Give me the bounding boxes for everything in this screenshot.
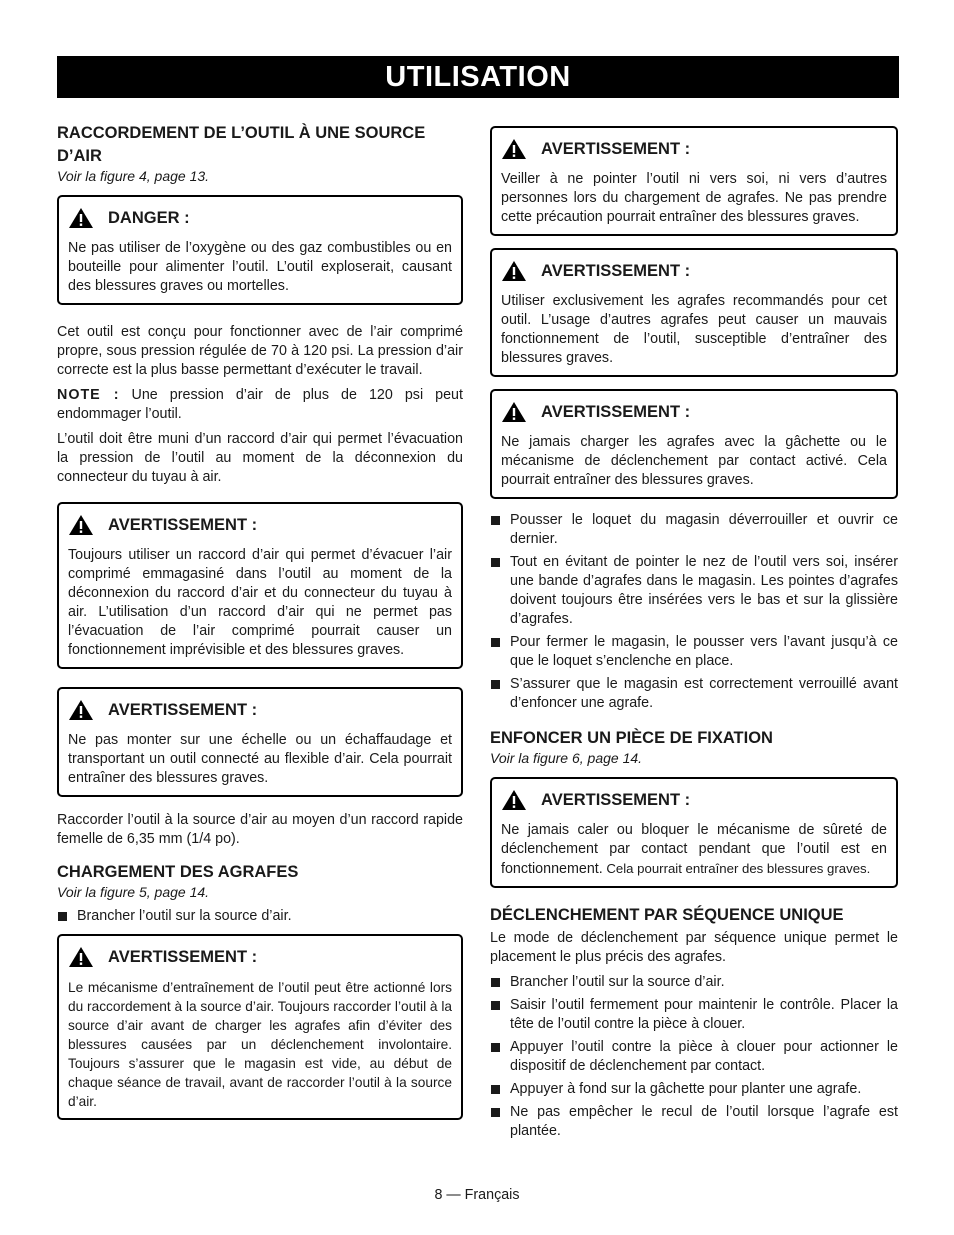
section-title-air-connection: RACCORDEMENT DE L’OUTIL À UNE SOURCE D’AIR (57, 124, 426, 165)
warning-box-pointing (490, 126, 898, 236)
paragraph-single-sequence: Le mode de déclenchement par séquence unique permet le placement le plus précis des agrafes. (490, 930, 898, 965)
banner-title: UTILISATION (385, 61, 571, 93)
warning-label: AVERTISSEMENT : (541, 140, 691, 158)
paragraph-quick-coupler: Raccorder l’outil à la source d’air au moyen d’un raccord rapide femelle de 6,35 mm (1/4 po). (57, 812, 463, 847)
warning-box-ladder (57, 687, 463, 797)
list-item: Pour fermer le magasin, le pousser vers l’avant jusqu’à ce que le loquet s’enclenche en place. (490, 633, 898, 671)
warning-label: AVERTISSEMENT : (108, 516, 258, 534)
warning-triangle-icon (68, 514, 94, 536)
warning-label: AVERTISSEMENT : (541, 262, 691, 280)
warning-triangle-icon (68, 699, 94, 721)
warning-text: Utiliser exclusivement les agrafes recommandés pour cet outil. L’usage d’autres agrafes peut causer un mauvais fonctionnement de l’outil, susceptible d’entraîner des blessures graves. (501, 293, 887, 366)
page-banner (57, 56, 899, 98)
warning-triangle-icon (68, 946, 94, 968)
right-column (490, 126, 898, 1149)
bullet-list-magazine (490, 511, 898, 713)
list-item: S’assurer que le magasin est correctement verrouillé avant d’enfoncer une agrafe. (490, 675, 898, 713)
figure-reference: Voir la figure 5, page 14. (57, 884, 210, 900)
warning-triangle-icon (501, 260, 527, 282)
warning-box-drive (57, 934, 463, 1120)
figure-reference: Voir la figure 4, page 13. (57, 168, 210, 184)
warning-text: Toujours utiliser un raccord d’air qui permet d’évacuer l’air comprimé emmagasiné dans l’outil au moment de la déconnexion du raccord d’air et du connecteur du tuyau à air. L’utilisation d’un raccord d’air qui ne permet pas l’évacuation de l’air comprimé pourrait causer un fonctionnement imprévisible et des blessures graves. (68, 547, 452, 658)
warning-header (68, 699, 452, 721)
warning-triangle-icon (501, 138, 527, 160)
warning-text: Le mécanisme d’entraînement de l’outil peut être actionné lors du raccordement à la source d’air. Toujours raccorder l’outil à la source d’air avant de charger les agrafes afin d’éviter des blessures causées par un déclenchement involontaire. Toujours s’assurer que le magasin est vide, au début de chaque séance de travail, avant de raccorder l’outil à la source d’air. (68, 980, 452, 1109)
warning-label: AVERTISSEMENT : (541, 403, 691, 421)
danger-header (68, 207, 452, 229)
danger-label: DANGER : (108, 209, 190, 227)
square-bullet (491, 558, 500, 567)
paragraph-air-pressure: Cet outil est conçu pour fonctionner avec de l’air comprimé propre, sous pression régulée de 70 à 120 psi. La pression d’air correcte est la plus basse permettant d’exécuter le travail. (57, 324, 463, 378)
square-bullet (491, 680, 500, 689)
square-bullet (491, 638, 500, 647)
warning-header (501, 138, 887, 160)
note-label: NOTE : (57, 387, 120, 403)
warning-header (68, 514, 452, 536)
warning-label: AVERTISSEMENT : (541, 791, 691, 809)
section-title-fastener: ENFONCER UN PIÈCE DE FIXATION (490, 729, 773, 747)
warning-triangle-icon (501, 401, 527, 423)
left-column (57, 122, 463, 1132)
square-bullet (491, 1043, 500, 1052)
section-title-loading: CHARGEMENT DES AGRAFES (57, 863, 299, 881)
warning-text: Ne jamais caler ou bloquer le mécanisme de sûreté de déclenchement par contact pendant que l’outil est en fonctionnement. Cela pourrait entraîner des blessures graves. (501, 822, 887, 877)
warning-label: AVERTISSEMENT : (108, 948, 258, 966)
list-item: Saisir l’outil fermement pour maintenir le contrôle. Placer la tête de l’outil contre la pièce à clouer. (490, 996, 898, 1034)
danger-text: Ne pas utiliser de l’oxygène ou des gaz combustibles ou en bouteille pour alimenter l’outil. L’outil exploserait, causant des blessures graves ou mortelles. (68, 240, 452, 294)
warning-box-fitting (57, 502, 463, 669)
square-bullet (58, 912, 67, 921)
section-title-single-sequence: DÉCLENCHEMENT PAR SÉQUENCE UNIQUE (490, 906, 844, 924)
square-bullet (491, 1108, 500, 1117)
paragraph-note (57, 386, 463, 424)
square-bullet (491, 1085, 500, 1094)
square-bullet (491, 978, 500, 987)
bullet-list (57, 907, 463, 926)
square-bullet (491, 1001, 500, 1010)
list-item: Ne pas empêcher le recul de l’outil lorsque l’agrafe est plantée. (490, 1103, 898, 1141)
warning-header (501, 401, 887, 423)
warning-text: Veiller à ne pointer l’outil ni vers soi, ni vers d’autres personnes lors du chargement de agrafes. Ne pas prendre cette précaution pourrait entraîner des blessures graves. (501, 171, 887, 225)
warning-header (501, 260, 887, 282)
warning-box-staples (490, 248, 898, 377)
list-item: Appuyer l’outil contre la pièce à clouer pour actionner le dispositif de déclenchement par contact. (490, 1038, 898, 1076)
page-footer (0, 1186, 954, 1205)
figure-reference: Voir la figure 6, page 14. (490, 750, 643, 766)
list-item: Pousser le loquet du magasin déverrouiller et ouvrir ce dernier. (490, 511, 898, 549)
warning-box-contact (490, 777, 898, 888)
warning-triangle-icon (68, 207, 94, 229)
list-item: Brancher l’outil sur la source d’air. (490, 973, 898, 992)
square-bullet (491, 516, 500, 525)
warning-text: Ne pas monter sur une échelle ou un échaffaudage et transportant un outil connecté au flexible d’air. Cela pourrait entraîner des blessures graves. (68, 732, 452, 786)
warning-triangle-icon (501, 789, 527, 811)
note-text: Une pression d’air de plus de 120 psi peut endommager l’outil. (57, 387, 463, 422)
danger-box (57, 195, 463, 305)
bullet-list-single-sequence (490, 973, 898, 1141)
page-number: 8 — Français (434, 1187, 520, 1203)
list-item: Tout en évitant de pointer le nez de l’outil vers soi, insérer une bande d’agrafes dans le magasin. Les pointes d’agrafes doivent toujours être insérées vers le bas et sur la glissière d’agrafes. (490, 553, 898, 629)
warning-label: AVERTISSEMENT : (108, 701, 258, 719)
paragraph-air-fitting: L’outil doit être muni d’un raccord d’air qui permet l’évacuation la pression de l’outil au moment de la déconnexion du connecteur du tuyau à air. (57, 431, 463, 485)
warning-header (501, 789, 887, 811)
warning-header (68, 946, 452, 968)
list-item: Appuyer à fond sur la gâchette pour planter une agrafe. (490, 1080, 898, 1099)
warning-box-trigger (490, 389, 898, 499)
list-item: Brancher l’outil sur la source d’air. (57, 907, 463, 926)
warning-text: Ne jamais charger les agrafes avec la gâchette ou le mécanisme de déclenchement par contact activé. Cela pourrait entraîner des blessures graves. (501, 434, 887, 488)
